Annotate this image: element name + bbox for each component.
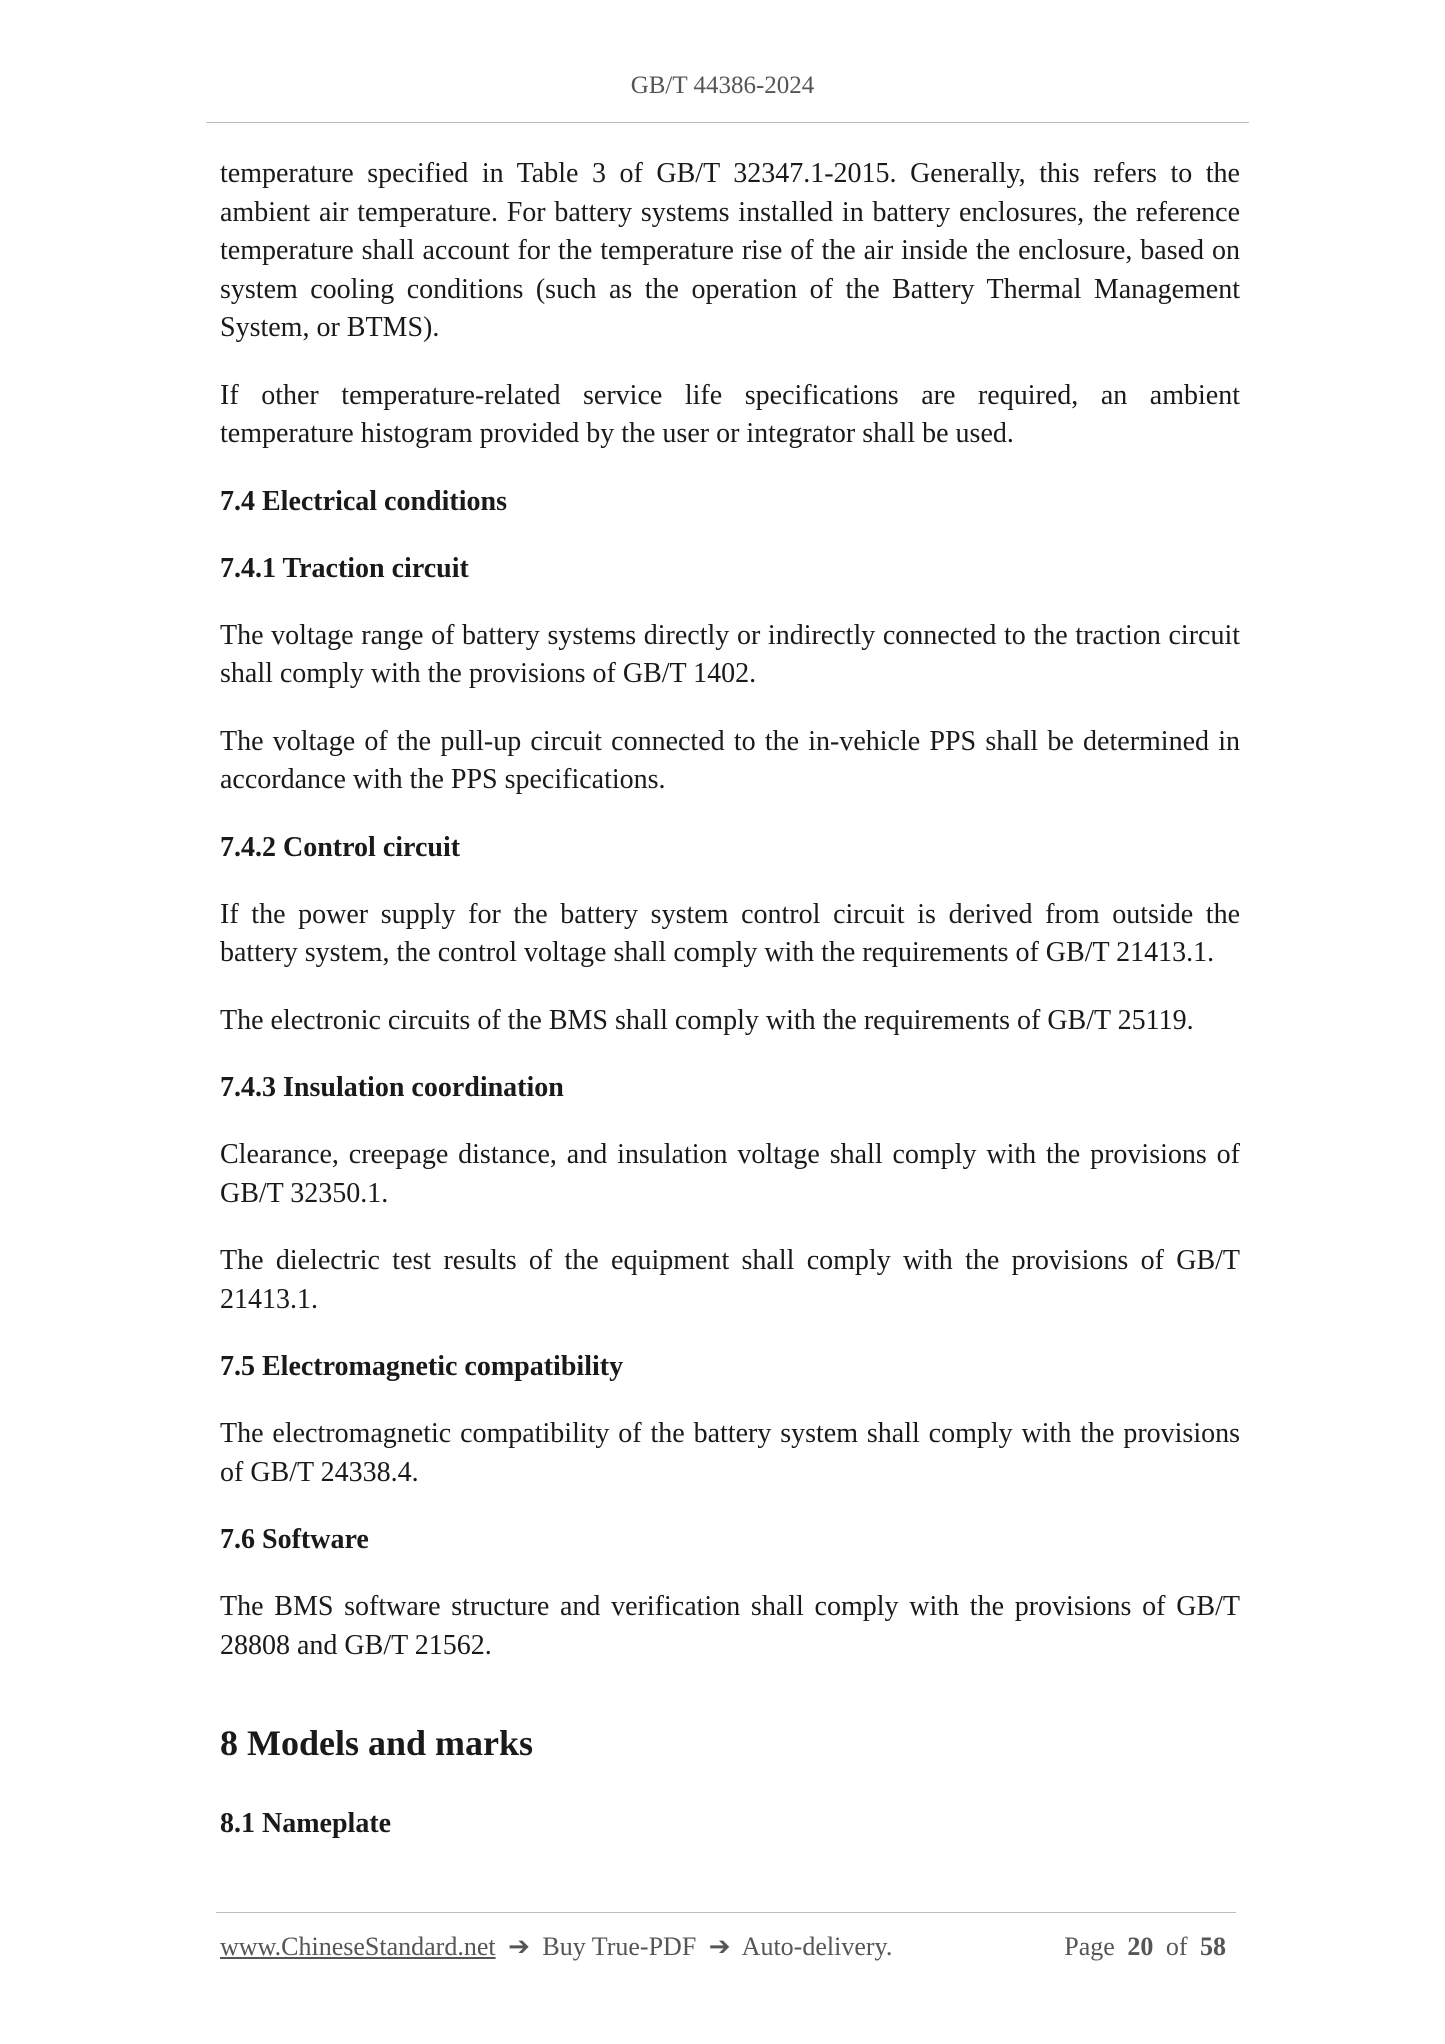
paragraph: The electronic circuits of the BMS shall comply with the requirements of GB/T 25119. [220, 1004, 1194, 1036]
page-label: Page [1064, 1932, 1115, 1961]
paragraph: temperature specified in Table 3 of GB/T 32347.1-2015. Generally, this refers to the ambient air temperature. For battery systems installed in battery enclosures, the reference temperature shall account for the temperature rise of the air inside the enclosure, based on system cooling conditions (such as the operation of the Battery Thermal Management System, or BTMS). [220, 158, 1240, 343]
of-label: of [1165, 1932, 1188, 1961]
section-heading-7-4: 7.4 Electrical conditions [220, 485, 507, 517]
paragraph: The voltage of the pull-up circuit connected to the in-vehicle PPS shall be determined in accordance with the PPS specifications. [220, 725, 1240, 795]
delivery-text: Auto-delivery. [741, 1932, 893, 1961]
section-heading-7-4-2: 7.4.2 Control circuit [220, 831, 461, 863]
header-divider [206, 122, 1249, 123]
page-footer [220, 1932, 1232, 1962]
website-link[interactable]: www.ChineseStandard.net [220, 1932, 496, 1961]
section-heading-8-1: 8.1 Nameplate [220, 1808, 392, 1839]
section-heading-7-6: 7.6 Software [220, 1524, 369, 1555]
arrow-right-icon: ➔ [708, 1932, 731, 1961]
page-indicator [1064, 1932, 1232, 1962]
paragraph: If other temperature-related service life specifications are required, an ambient temperature histogram provided by the user or integrator shall be used. [220, 379, 1240, 449]
total-pages: 58 [1200, 1932, 1226, 1961]
page-header: GB/T 44386-2024 [630, 72, 815, 99]
chapter-heading-8: 8 Models and marks [220, 1723, 534, 1763]
arrow-right-icon: ➔ [508, 1932, 530, 1961]
document-body [220, 155, 1240, 1872]
paragraph: The BMS software structure and verification shall comply with the provisions of GB/T 28808 and GB/T 21562. [220, 1591, 1240, 1661]
buy-text: Buy True-PDF [542, 1932, 697, 1961]
page-number: 20 [1127, 1932, 1154, 1961]
paragraph: The electromagnetic compatibility of the battery system shall comply with the provisions of GB/T 24338.4. [220, 1418, 1240, 1488]
section-heading-7-5: 7.5 Electromagnetic compatibility [220, 1351, 624, 1382]
paragraph: The voltage range of battery systems directly or indirectly connected to the traction circuit shall comply with the provisions of GB/T 1402. [220, 619, 1240, 689]
footer-promo [220, 1932, 892, 1962]
section-heading-7-4-3: 7.4.3 Insulation coordination [220, 1072, 564, 1103]
section-heading-7-4-1: 7.4.1 Traction circuit [220, 552, 469, 584]
paragraph: The dielectric test results of the equipment shall comply with the provisions of GB/T 21413.1. [220, 1245, 1240, 1315]
paragraph: Clearance, creepage distance, and insulation voltage shall comply with the provisions of GB/T 32350.1. [220, 1139, 1240, 1209]
footer-divider [216, 1912, 1236, 1913]
paragraph: If the power supply for the battery system control circuit is derived from outside the battery system, the control voltage shall comply with the requirements of GB/T 21413.1. [220, 898, 1240, 968]
